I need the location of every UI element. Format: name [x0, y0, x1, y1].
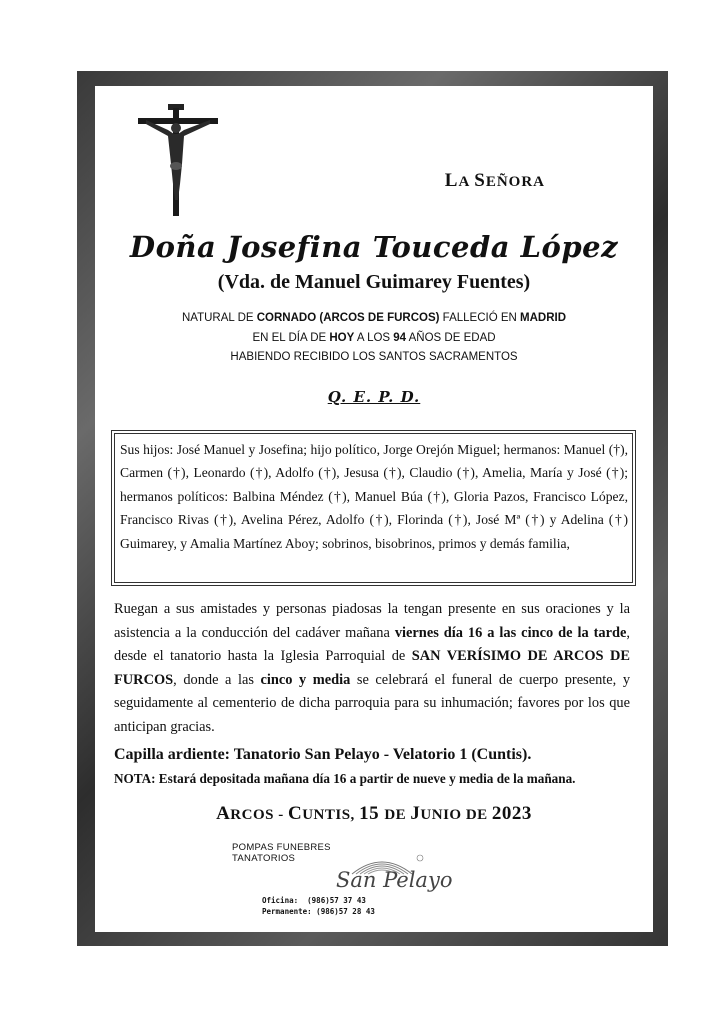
widow-note: (Vda. de Manuel Guimarey Fuentes) [217, 271, 531, 293]
title-la-senora: LA SEÑORA [444, 170, 545, 191]
deceased-name: Doña Josefina Touceda López [129, 230, 619, 264]
funeral-home-brand: San Pelayo [336, 868, 453, 892]
funeral-home-label: POMPAS FUNEBRES TANATORIOS [232, 842, 331, 864]
info-line-3: HABIENDO RECIBIDO LOS SANTOS SACRAMENTOS [230, 351, 518, 363]
info-line-1: NATURAL DE CORNADO (ARCOS DE FURCOS) FALLECIÓ EN MADRID [181, 312, 567, 324]
funeral-home-phones: Oficina: (986)57 37 43 Permanente: (986)57 28 43 [262, 896, 375, 916]
info-line-2: EN EL DÍA DE HOY A LOS 94 AÑOS DE EDAD [252, 332, 496, 344]
place-date: ARCOS - CUNTIS, 15 DE JUNIO DE 2023 [216, 803, 532, 824]
crucifix-icon [138, 104, 218, 216]
capilla-ardiente: Capilla ardiente: Tanatorio San Pelayo - Velatorio 1 (Cuntis). [114, 746, 532, 763]
ceremony-paragraph: Ruegan a sus amistades y personas piadosas la tengan presente en sus oraciones y la asistencia a la conducción del cadáver mañana viernes día 16 a las cinco de la tarde, desde el tanatorio hasta la Iglesia Parroquial de SAN VERÍSIMO DE ARCOS DE FURCOS, donde a las cinco y media se celebrará el funeral de cuerpo presente, y seguidamente al cementerio de dicha parroquia para su inhumación; favores por los que anticipan gracias. [114, 601, 631, 735]
qepd: Q. E. P. D. [327, 388, 421, 406]
nota: NOTA: Estará depositada mañana día 16 a partir de nueve y media de la mañana. [114, 771, 576, 786]
family-list: Sus hijos: José Manuel y Josefina; hijo político, Jorge Orejón Miguel; hermanos: Manuel (†), Carmen (†), Leonardo (†), Adolfo (†), Jesusa (†), Claudio (†), Amelia, María y José (†); hermanos políticos: Balbina Méndez (†), Manuel Búa (†), Gloria Pazos, Francisco López, Francisco Rivas (†), Avelina Pérez, Adolfo (†), Florinda (†), José Mª (†) y Adelina (†) Guimarey, y Amalia Martínez Aboy; sobrinos, bisobrinos, primos y demás familia, [120, 442, 628, 551]
